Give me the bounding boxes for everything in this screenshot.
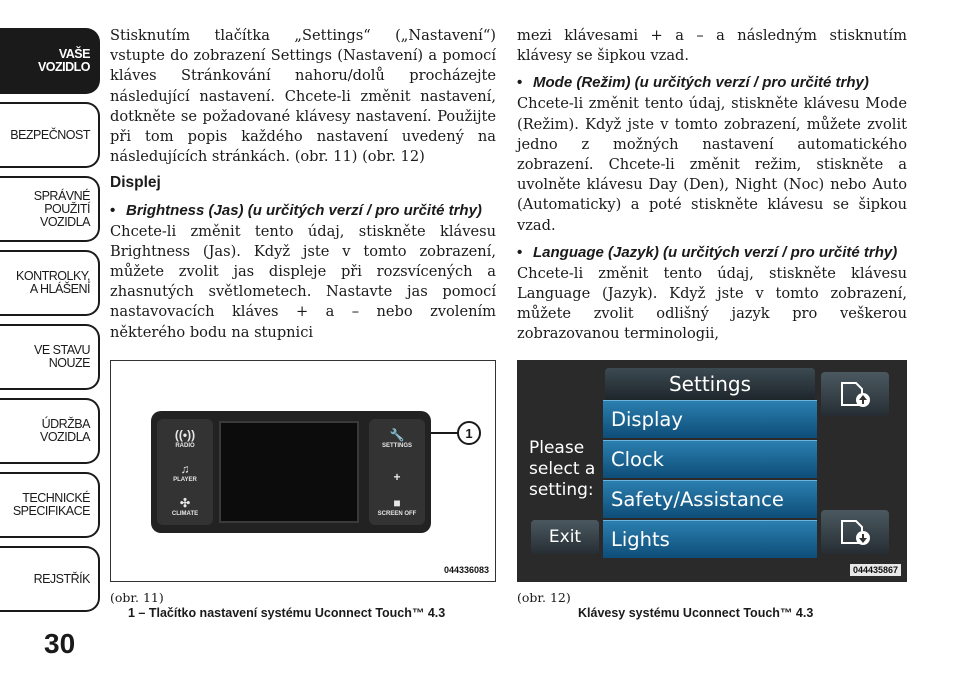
settings-item-clock: Clock (603, 440, 817, 478)
unit-right-buttons (369, 419, 425, 525)
figure-11 (110, 360, 496, 582)
unit-screen (219, 421, 359, 523)
figure-11-code: 044336083 (443, 565, 489, 575)
settings-prompt: Please select a setting: (529, 438, 596, 500)
intro-paragraph: Stisknutím tlačítka „Settings“ („Nastavení“) vstupte do zobrazení Settings (Nastavení) a pomocí kláves Stránkování nahoru/dolů procházejte následující nastavení. Chcete-li změnit nastavení, dotkněte se požadované klávesy nastavení. Použijte při tom popis každého nastavení uvedený na následujících stránkách. (obr. 11) (obr. 12) (110, 27, 496, 166)
bullet-brightness-text: Brightness (Jas) (u určitých verzí / pro určité trhy) (126, 201, 482, 219)
radio-icon: ((•)) (174, 428, 196, 442)
page-up-icon (838, 379, 872, 409)
bullet-dot: • (517, 74, 523, 92)
language-paragraph: Chcete-li změnit tento údaj, stiskněte klávesu Language (Jazyk). Když jste v tomto zobrazení, můžete zvolit odlišný jazyk pro veškerou zobrazovanou terminologii, (517, 264, 907, 343)
figure-11-title: 1 – Tlačítko nastavení systému Uconnect Touch™ 4.3 (128, 606, 446, 620)
continued-paragraph: mezi klávesami + a – a následným stisknutím klávesy se šipkou vzad. (517, 27, 907, 65)
tab-ve-stavu-nouze[interactable]: VE STAVU NOUZE (0, 324, 100, 390)
figure-12-code: 044435867 (850, 564, 901, 576)
player-label: PLAYER (173, 477, 197, 483)
settings-screen-title: Settings (605, 368, 815, 400)
tab-technicke-specifikace[interactable]: TECHNICKÉ SPECIFIKACE (0, 472, 100, 538)
right-column (517, 26, 907, 351)
tab-vase-vozidlo[interactable]: VAŠE VOZIDLO (0, 28, 100, 94)
radio-label: RADIO (175, 443, 195, 449)
bullet-language-text: Language (Jazyk) (u určitých verzí / pro určité trhy) (533, 243, 898, 261)
tab-spravne-pouziti[interactable]: SPRÁVNÉ POUŽITÍ VOZIDLA (0, 176, 100, 242)
settings-item-safety: Safety/Assistance (603, 480, 817, 518)
left-column (110, 26, 496, 349)
settings-item-display: Display (603, 400, 817, 438)
settings-exit-button: Exit (531, 520, 599, 554)
section-heading: Displej (110, 174, 161, 192)
bullet-dot: • (517, 243, 523, 261)
bullet-dot: • (110, 201, 116, 219)
bullet-mode-text: Mode (Režim) (u určitých verzí / pro určité trhy) (533, 74, 869, 92)
page-up-button (821, 372, 889, 416)
bullet-language (517, 244, 907, 262)
mode-paragraph: Chcete-li změnit tento údaj, stiskněte klávesu Mode (Režim). Když jste v tomto zobrazení, můžete zvolit jedno z možných nastavení automatického zobrazení. Chcete-li změnit režim, stiskněte a uvolněte klávesu Day (Den), Night (Noc) nebo Auto (Automaticky) a poté stiskněte klávesu se šipkou vzad. (517, 95, 907, 234)
tab-rejstrik[interactable]: REJSTŘÍK (0, 546, 100, 612)
figure-11-caption: (obr. 11) (110, 590, 164, 605)
radio-button (161, 421, 209, 453)
tab-udrzba[interactable]: ÚDRŽBA VOZIDLA (0, 398, 100, 464)
music-icon: ♫ (180, 462, 190, 476)
page-down-button (821, 510, 889, 554)
screen-off-icon: ■ (393, 496, 401, 510)
plus-button (373, 455, 421, 487)
wrench-icon: 🔧 (389, 428, 405, 442)
bullet-brightness (110, 202, 496, 220)
figure-12-title: Klávesy systému Uconnect Touch™ 4.3 (578, 606, 814, 620)
figure-12 (517, 360, 907, 582)
page-down-icon (838, 517, 872, 547)
screen-off-button (373, 489, 421, 521)
callout-1: 1 (457, 421, 481, 445)
uconnect-unit (151, 411, 431, 533)
climate-label: CLIMATE (171, 511, 199, 517)
settings-button (373, 421, 421, 453)
settings-item-lights: Lights (603, 520, 817, 558)
settings-label: SETTINGS (381, 443, 412, 449)
bullet-mode (517, 74, 907, 92)
unit-left-buttons (157, 419, 213, 525)
callout-line (431, 432, 459, 434)
player-button (161, 455, 209, 487)
fan-icon: ✣ (179, 496, 191, 510)
page-number: 30 (44, 628, 76, 659)
brightness-paragraph: Chcete-li změnit tento údaj, stiskněte klávesu Brightness (Jas). Když jste v tomto zobrazení, můžete zvolit jas displeje při rozsvícených a zhasnutých světlometech. Nastavte jas pomocí nastavovacích kláves + a – nebo zvolením některého bodu na stupnici (110, 222, 496, 341)
tab-kontrolky[interactable]: KONTROLKY, A HLÁŠENÍ (0, 250, 100, 316)
plus-icon: + (393, 470, 401, 484)
climate-button (161, 489, 209, 521)
tab-bezpecnost[interactable]: BEZPEČNOST (0, 102, 100, 168)
screen-off-label: SCREEN OFF (377, 511, 417, 517)
figure-12-caption: (obr. 12) (517, 590, 571, 605)
